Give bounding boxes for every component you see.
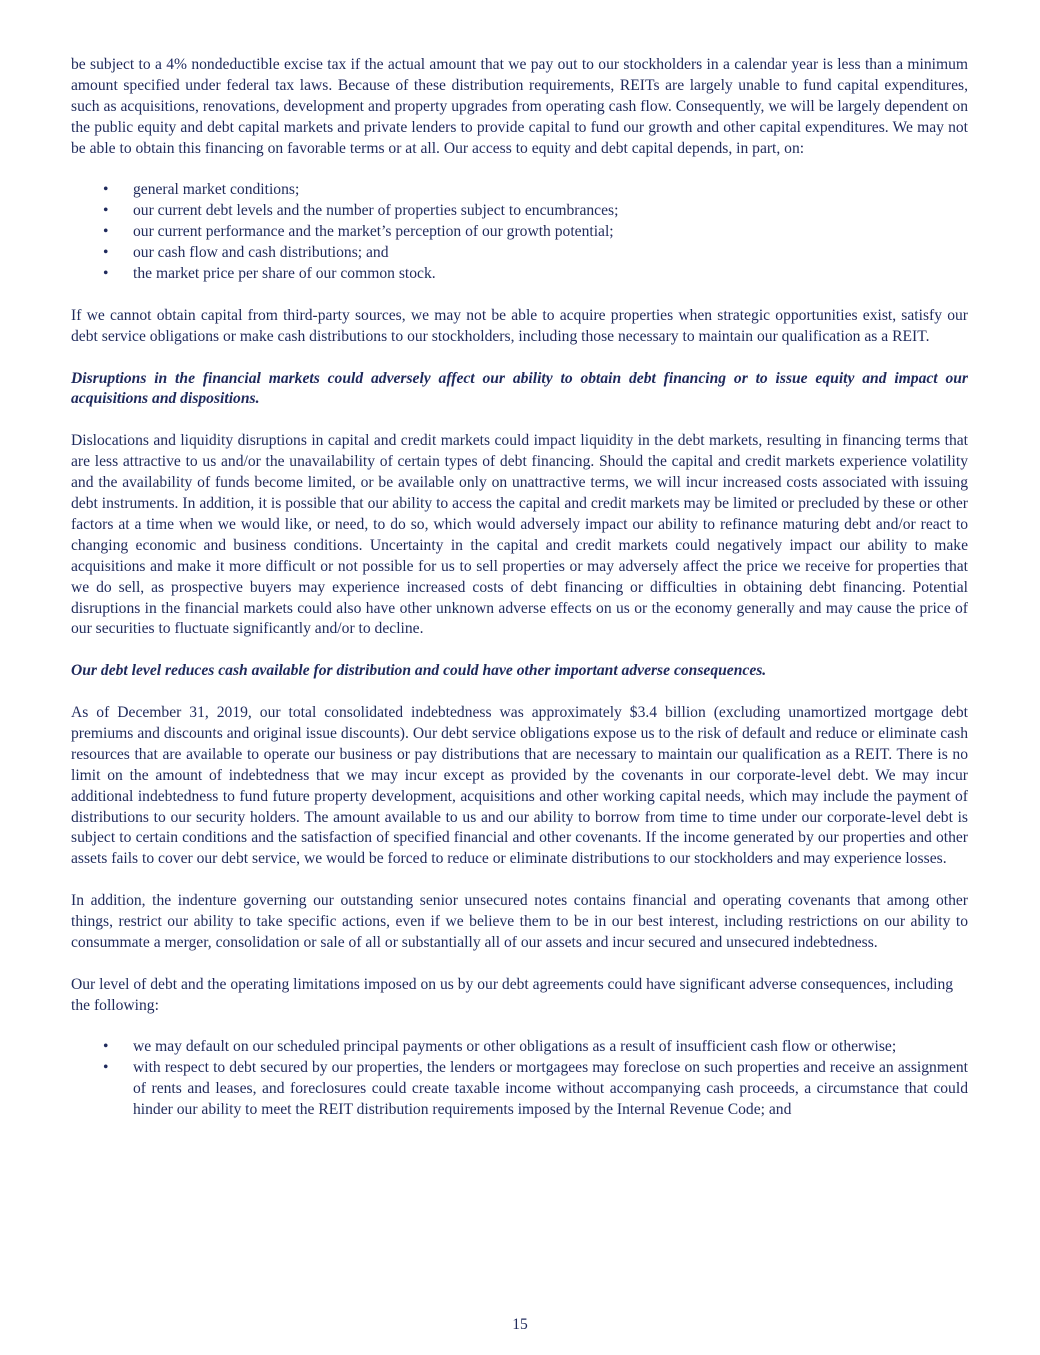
list-item: • we may default on our scheduled principal payments or other obligations as a result of insufficient cash flow or otherwise;	[71, 1037, 968, 1058]
bullet-icon: •	[103, 223, 109, 241]
document-page	[71, 55, 968, 1142]
page-number: 15	[512, 1316, 528, 1333]
list-item: • general market conditions;	[71, 180, 968, 201]
section-heading-financial-disruptions: Disruptions in the financial markets could adversely affect our ability to obtain debt financing or to issue equity and impact our acquisitions and dispositions.	[71, 369, 968, 408]
list-item: • our current debt levels and the number of properties subject to encumbrances;	[71, 201, 968, 222]
paragraph-dislocations: Dislocations and liquidity disruptions in capital and credit markets could impact liquidity in the debt markets, resulting in financing terms that are less attractive to us and/or the unavailability of certain types of debt financing. Should the capital and credit markets experience volatility and the availability of funds become limited, or be available only on unattractive terms, we will incur increased costs associated with issuing debt instruments. In addition, it is possible that our ability to access the capital and credit markets may be limited or precluded by these or other factors at a time when we would like, or need, to do so, which would adversely impact our ability to refinance maturing debt and/or react to changing economic and business conditions. Uncertainty in the capital and credit markets could negatively impact our ability to make acquisitions and make it more difficult or not possible for us to sell properties or may adversely affect the price we receive for properties that we do sell, as prospective buyers may experience increased costs of debt financing or difficulties in obtaining debt financing. Potential disruptions in the financial markets could also have other unknown adverse effects on us or the economy generally and may cause the price of our securities to fluctuate significantly and/or to decline.	[71, 432, 968, 638]
capital-access-factors-list	[71, 180, 968, 285]
list-item: • the market price per share of our common stock.	[71, 264, 968, 285]
bullet-icon: •	[103, 265, 109, 283]
bullet-icon: •	[103, 202, 109, 220]
paragraph-excise-tax: be subject to a 4% nondeductible excise tax if the actual amount that we pay out to our stockholders in a calendar year is less than a minimum amount specified under federal tax laws. Because of these distribution requirements, REITs are largely unable to fund capital expenditures, such as acquisitions, renovations, development and property upgrades from operating cash flow. Consequently, we will be largely dependent on the public equity and debt capital markets and private lenders to provide capital to fund our growth and other capital expenditures. We may not be able to obtain this financing on favorable terms or at all. Our access to equity and debt capital depends, in part, on:	[71, 56, 968, 157]
section-heading-debt-level: Our debt level reduces cash available for distribution and could have other important adverse consequences.	[71, 662, 767, 680]
debt-consequences-list	[71, 1037, 968, 1121]
list-item: • our current performance and the market’s perception of our growth potential;	[71, 222, 968, 243]
bullet-icon: •	[103, 181, 109, 199]
bullet-icon: •	[103, 1059, 109, 1077]
list-item: • with respect to debt secured by our properties, the lenders or mortgagees may foreclose on such properties and receive an assignment of rents and leases, and foreclosures could create taxable income without accompanying cash proceeds, a circumstance that could hinder our ability to meet the REIT distribution requirements imposed by the Internal Revenue Code; and	[103, 1059, 968, 1119]
list-item: • our cash flow and cash distributions; and	[71, 243, 968, 264]
paragraph-debt-consequences: Our level of debt and the operating limitations imposed on us by our debt agreements could have significant adverse consequences, including the following:	[71, 975, 954, 1014]
bullet-icon: •	[103, 1038, 109, 1056]
bullet-icon: •	[103, 244, 109, 262]
paragraph-indenture: In addition, the indenture governing our outstanding senior unsecured notes contains financial and operating covenants that among other things, restrict our ability to take specific actions, even if we believe them to be in our best interest, including restrictions on our ability to consummate a merger, consolidation or sale of all or substantially all of our assets and incur secured and unsecured indebtedness.	[71, 892, 968, 951]
paragraph-third-party-capital: If we cannot obtain capital from third-party sources, we may not be able to acquire properties when strategic opportunities exist, satisfy our debt service obligations or make cash distributions to our stockholders, including those necessary to maintain our qualification as a REIT.	[71, 306, 968, 345]
paragraph-indebtedness: As of December 31, 2019, our total consolidated indebtedness was approximately $3.4 billion (excluding unamortized mortgage debt premiums and discounts and original issue discounts). Our debt service obligations expose us to the risk of default and reduce or eliminate cash resources that are available to operate our business or pay distributions that are necessary to maintain our qualification as a REIT. There is no limit on the amount of indebtedness that we may incur except as provided by the covenants in our corporate-level debt. We may incur additional indebtedness to fund future property development, acquisitions and other working capital needs, which may include the payment of distributions to our security holders. The amount available to us and our ability to borrow from time to time under our corporate-level debt is subject to certain conditions and the satisfaction of specified financial and other covenants. If the income generated by our properties and other assets fails to cover our debt service, we would be forced to reduce or eliminate distributions to our stockholders and may experience losses.	[71, 704, 968, 868]
